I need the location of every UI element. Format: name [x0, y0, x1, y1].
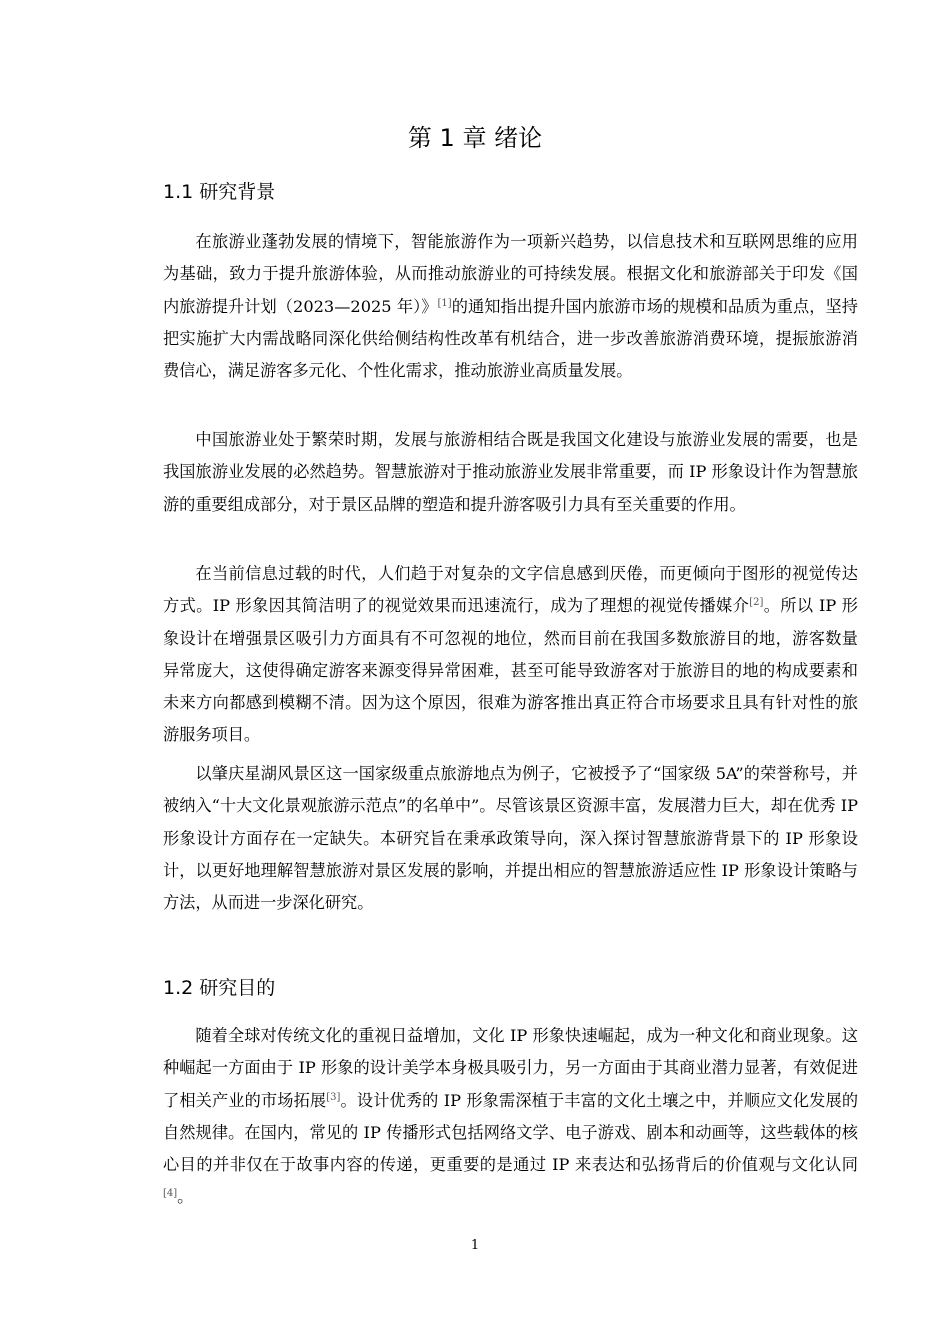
paragraph-text: 的通知指出提升国内旅游市场的规模和品质为重点，坚持把实施扩大内需战略同深化供给侧结构性改革有机结合，进一步改善旅游消费环境，提振旅游消费信心，满足游客多元化、个性化需求，推动旅游业高质量发展。 — [163, 296, 858, 381]
paragraph-text: 。所以 IP 形象设计在增强景区吸引力方面具有不可忽视的地位，然而目前在我国多数旅游目的地，游客数量异常庞大，这使得确定游客来源变得异常困难，甚至可能导致游客对于旅游目的地的构成要素和未来方向都感到模糊不清。因为这个原因，很难为游客推出真正符合市场要求且具有针对性的旅游服务项目。 — [163, 596, 858, 745]
paragraph-text: 在当前信息过载的时代，人们趋于对复杂的文字信息感到厌倦，而更倾向于图形的视觉传达方式。IP 形象因其简洁明了的视觉效果而迅速流行，成为了理想的视觉传播媒介 — [163, 564, 858, 616]
chapter-title: 第 1 章 绪论 — [407, 124, 543, 152]
section-heading-1-2: 1.2 研究目的 — [163, 977, 276, 999]
paragraph-background-4: 以肇庆星湖风景区这一国家级重点旅游地点为例子，它被授予了“国家级 5A”的荣誉称号，并被纳入“十大文化景观旅游示范点”的名单中”。尽管该景区资源丰富，发展潜力巨大，却在优秀 IP 形象设计方面存在一定缺失。本研究旨在秉承政策导向，深入探讨智慧旅游背景下的 IP 形象设计，以更好地理解智慧旅游对景区发展的影响，并提出相应的智慧旅游适应性 IP 形象设计策略与方法，从而进一步深化研究。 — [163, 764, 858, 913]
paragraph-background-1 — [163, 226, 858, 387]
paragraph-text: 。 — [177, 1187, 194, 1207]
citation-3: [3] — [326, 1091, 341, 1103]
paragraph-background-3 — [163, 558, 858, 752]
paragraph-text: 。设计优秀的 IP 形象需深植于丰富的文化土壤之中，并顺应文化发展的自然规律。在国内，常见的 IP 传播形式包括网络文学、电子游戏、剧本和动画等，这些载体的核心目的并非仅在于故事内容的传递，更重要的是通过 IP 来表达和弘扬背后的价值观与文化认同 — [163, 1090, 859, 1175]
paragraph-text: 在旅游业蓬勃发展的情境下，智能旅游作为一项新兴趋势，以信息技术和互联网思维的应用为基础，致力于提升旅游体验，从而推动旅游业的可持续发展。根据文化和旅游部关于印发《国内旅游提升计划（2023—2025 年）》 — [163, 232, 858, 316]
citation-1: [1] — [437, 297, 452, 309]
paragraph-background-2: 中国旅游业处于繁荣时期，发展与旅游相结合既是我国文化建设与旅游业发展的需要，也是我国旅游业发展的必然趋势。智慧旅游对于推动旅游业发展非常重要，而 IP 形象设计作为智慧旅游的重要组成部分，对于景区品牌的塑造和提升游客吸引力具有至关重要的作用。 — [163, 430, 858, 514]
section-heading-1-1: 1.1 研究背景 — [163, 181, 276, 203]
page-number: 1 — [470, 1238, 480, 1253]
paragraph-text: 随着全球对传统文化的重视日益增加，文化 IP 形象快速崛起，成为一种文化和商业现象。这种崛起一方面由于 IP 形象的设计美学本身极具吸引力，另一方面由于其商业潜力显著，有效促进了相关产业的市场拓展 — [163, 1026, 858, 1110]
citation-4: [4] — [163, 1188, 178, 1200]
citation-2: [2] — [749, 597, 764, 609]
paragraph-purpose-1 — [163, 1020, 858, 1214]
